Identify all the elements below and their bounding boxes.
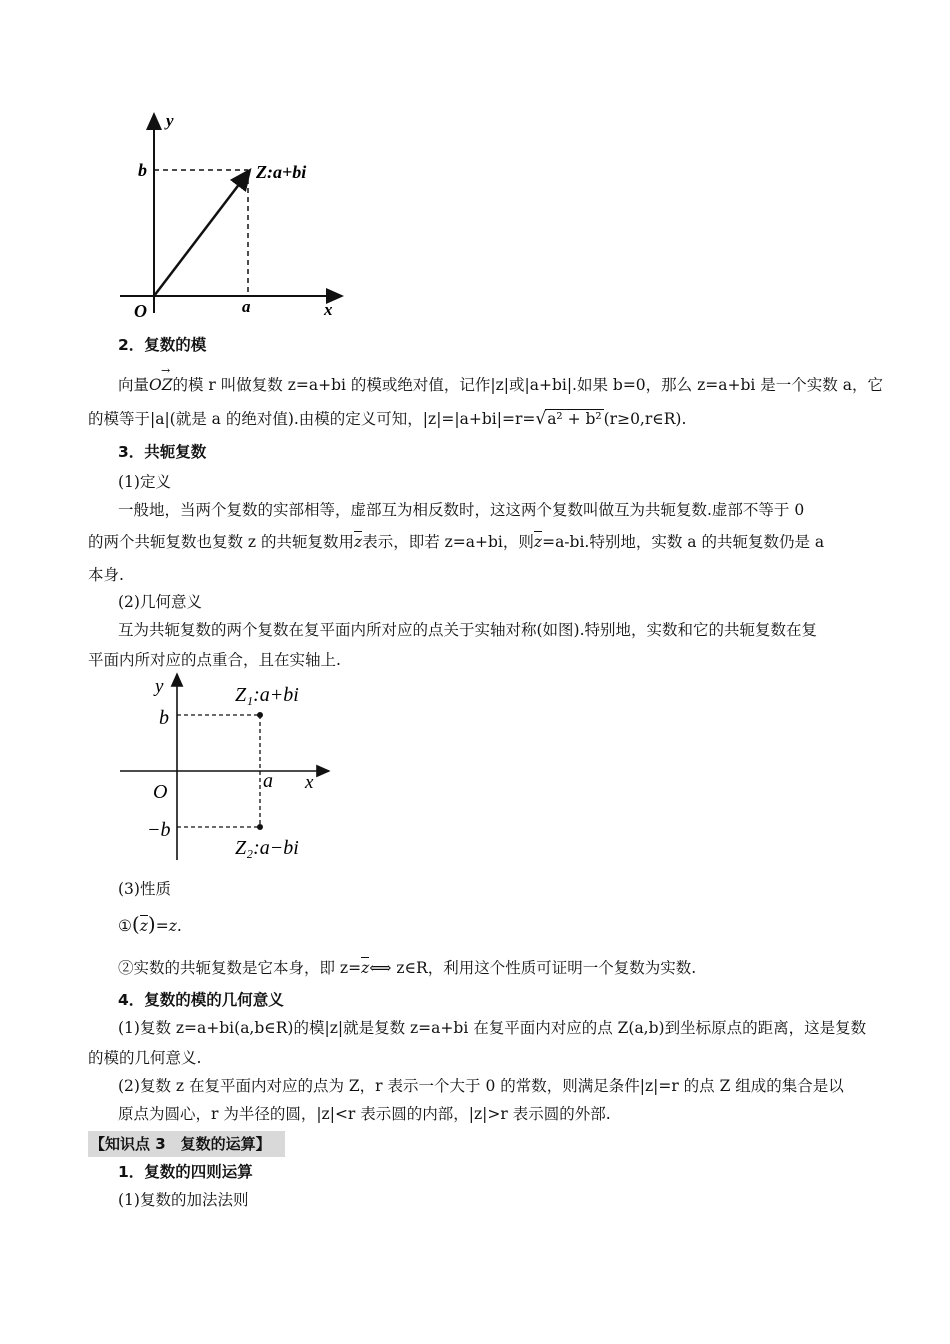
conjugate-figure (115, 670, 335, 865)
geometry-subheading: (2)几何意义 (118, 593, 202, 611)
z2-label: Z₂:a−bi (235, 837, 299, 859)
conjugate-z: z (533, 533, 543, 551)
section-3-heading: 3．共轭复数 (118, 443, 207, 461)
b-label: b (159, 707, 169, 729)
a-label: a (263, 770, 273, 792)
definition-line2: 的两个共轭复数也复数 z 的共轭复数用 z表示，即若 z=a+bi，则 z=a-bi.特别地，实数 a 的共轭复数仍是 a (88, 533, 825, 551)
x-label: x (305, 772, 314, 793)
geometry-line1: 互为共轭复数的两个复数在复平面内所对应的点关于实轴对称(如图).特别地，实数和它的共轭复数在复 (118, 621, 818, 639)
addition-subheading: (1)复数的加法法则 (118, 1191, 249, 1209)
definition-line3: 本身. (88, 566, 124, 584)
section-4-line3: (2)复数 z 在复平面内对应的点为 Z，r 表示一个大于 0 的常数，则满足条件|z|=r 的点 Z 组成的集合是以 (118, 1077, 844, 1095)
sqrt-expression: a² + b² (547, 410, 602, 428)
geometry-line2: 平面内所对应的点重合，且在实轴上. (88, 651, 341, 669)
operations-heading: 1．复数的四则运算 (118, 1163, 253, 1181)
property-subheading: (3)性质 (118, 880, 171, 898)
knowledge-point-tag: 【知识点 3 复数的运算】 (88, 1131, 285, 1157)
section-2-heading: 2．复数的模 (118, 336, 207, 354)
y-label: y (155, 676, 164, 697)
section-4-line4: 原点为圆心，r 为半径的圆，|z|<r 表示圆的内部，|z|>r 表示圆的外部. (118, 1105, 611, 1123)
point-z1 (257, 712, 263, 718)
definition-subheading: (1)定义 (118, 473, 171, 491)
y-label: y (166, 111, 174, 130)
section-4-heading: 4．复数的模的几何意义 (118, 991, 284, 1009)
origin-label: O (153, 781, 168, 803)
complex-plane-figure (110, 108, 350, 323)
section-4-line1: (1)复数 z=a+bi(a,b∈R)的模|z|就是复数 z=a+bi 在复平面内对应的点 Z(a,b)到坐标原点的距离，这是复数 (118, 1019, 867, 1037)
a-label: a (242, 297, 251, 316)
x-label: x (324, 300, 333, 319)
section-2-para-line1: 向量 → OZ的模 r 叫做复数 z=a+bi 的模或绝对值，记作|z|或|a+bi|.如果 b=0，那么 z=a+bi 是一个实数 a，它 (118, 364, 883, 394)
z1-label: Z₁:a+bi (235, 684, 299, 706)
conjugate-z: z (361, 959, 370, 977)
definition-line1: 一般地，当两个复数的实部相等，虚部互为相反数时，这这两个复数叫做互为共轭复数.虚部不等于 0 (118, 501, 805, 519)
vector-oz-text: → OZ (149, 364, 173, 394)
b-label: b (138, 160, 147, 180)
conjugate-z: z (354, 533, 363, 551)
conjugate-z: z (139, 917, 148, 935)
vector-oz (154, 170, 250, 296)
property-1: ①( z)=z. (118, 912, 182, 936)
point-z-label: Z:a+bi (256, 162, 307, 182)
point-z2 (257, 824, 263, 830)
origin-label: O (134, 301, 147, 321)
section-4-line2: 的模的几何意义. (88, 1049, 202, 1067)
section-2-para-line2: 的模等于|a|(就是 a 的绝对值).由模的定义可知，|z|=|a+bi|=r=√a² + b² (r≥0,r∈R). (88, 409, 687, 429)
neg-b-label: −b (147, 819, 171, 841)
property-2: ②实数的共轭复数是它本身，即 z= z⟺ z∈R，利用这个性质可证明一个复数为实数. (118, 959, 697, 977)
